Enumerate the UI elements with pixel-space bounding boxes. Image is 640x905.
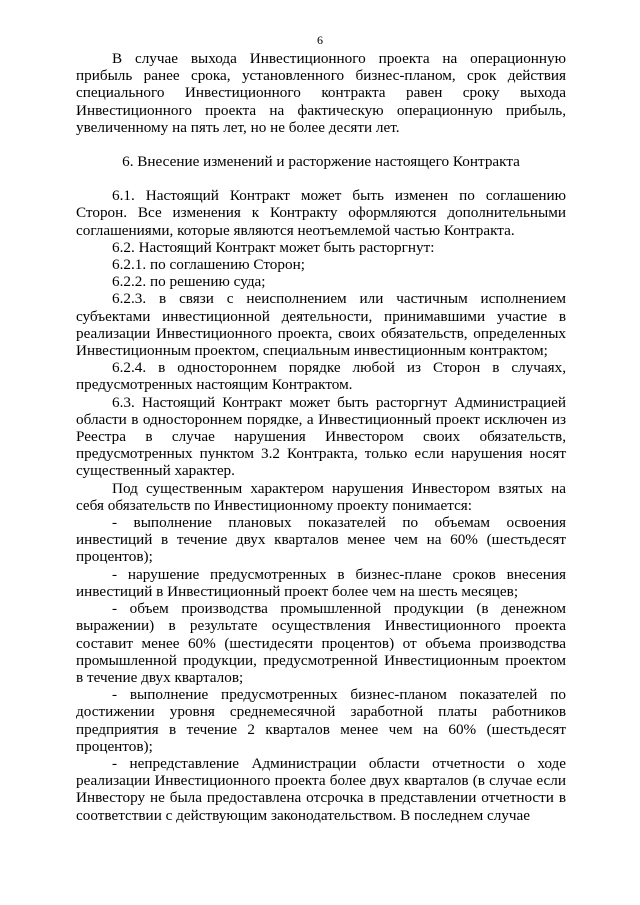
paragraph-6-2: 6.2. Настоящий Контракт может быть расторгнут: xyxy=(112,238,435,256)
list-item-reporting: - непредставление Администрации области отчетности о ходе реализации Инвестиционного проекта более двух кварталов (в случае если Инвестору не была предоставлена отсрочка в представлении отчетности в соответствии с действующим законодательством. В последнем случае xyxy=(76,754,566,824)
list-item-salary-level: - выполнение предусмотренных бизнес-планом показателей по достижении уровня среднемесячной заработной платы работников предприятия в течение 2 кварталов менее чем на 60% (шестьдесят процентов); xyxy=(76,686,566,755)
list-item-production-volume: - объем производства промышленной продукции (в денежном выражении) в результате осуществления Инвестиционного проекта составит менее 60% (шестидесяти процентов) от объема производства промышленной продукции, предусмотренной Инвестиционным проектом в течение двух кварталов; xyxy=(76,600,566,686)
list-item-investment-targets: - выполнение плановых показателей по объемам освоения инвестиций в течение двух кварталов менее чем на 60% (шестьдесят процентов); xyxy=(76,514,566,566)
list-item-investment-deadlines: - нарушение предусмотренных в бизнес-плане сроков внесения инвестиций в Инвестиционный проект более чем на шесть месяцев; xyxy=(76,565,566,600)
paragraph-6-2-1: 6.2.1. по соглашению Сторон; xyxy=(112,256,305,274)
paragraph-6-1: 6.1. Настоящий Контракт может быть изменен по соглашению Сторон. Все изменения к Контракту оформляются дополнительными соглашениями, которые являются неотъемлемой частью Контракта. xyxy=(76,187,566,239)
paragraph-6-2-3: 6.2.3. в связи с неисполнением или частичным исполнением субъектами инвестиционной деятельности, принимавшими участие в реализации Инвестиционного проекта, своих обязательств, определенных Инвестиционным проектом, специальным инвестиционным контрактом; xyxy=(76,290,566,360)
paragraph-6-2-4: 6.2.4. в одностороннем порядке любой из Сторон в случаях, предусмотренных настоящим Контрактом. xyxy=(76,359,566,394)
paragraph-6-3: 6.3. Настоящий Контракт может быть расторгнут Администрацией области в одностороннем порядке, а Инвестиционный проект исключен из Реестра в случае нарушения Инвестором своих обязательств, предусмотренных пунктом 3.2 Контракта, только если нарушения носят существенный характер. xyxy=(76,393,566,480)
intro-paragraph: В случае выхода Инвестиционного проекта на операционную прибыль ранее срока, установленного бизнес-планом, срок действия специального Инвестиционного контракта равен сроку выхода Инвестиционного проекта на фактическую операционную прибыль, увеличенному на пять лет, но не более десяти лет. xyxy=(76,50,566,136)
section-heading: 6. Внесение изменений и расторжение настоящего Контракта xyxy=(122,153,520,171)
document-body xyxy=(76,50,566,824)
page-number: 6 xyxy=(317,33,323,47)
paragraph-material-breach: Под существенным характером нарушения Инвестором взятых на себя обязательств по Инвестиционному проекту понимается: xyxy=(76,479,566,514)
paragraph-6-2-2: 6.2.2. по решению суда; xyxy=(112,273,266,291)
